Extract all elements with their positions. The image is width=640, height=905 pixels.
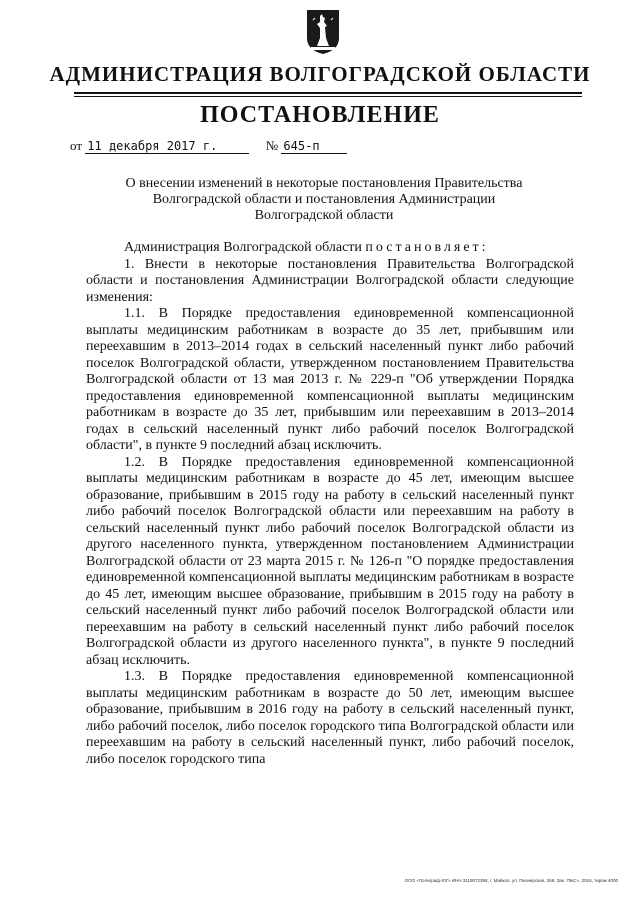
date-prefix: от	[70, 138, 83, 153]
document-subject: О внесении изменений в некоторые постановления Правительства Волгоградской области и постановления Администрации Волгоградской области	[125, 176, 523, 223]
paragraph-1-2: 1.2. В Порядке предоставления единовременной компенсационной выплаты медицинским работникам в возрасте до 45 лет, имеющим высшее образование, прибывшим в 2015 году на работу в сельский населенный пункт либо рабочий поселок Волгоградской области или переехавшим на работу в сельский населенный пункт либо рабочий поселок Волгоградской области из другого населенного пункта, утвержденном постановлением Администрации Волгоградской области от 23 марта 2015 г. № 126-п "О порядке предоставления единовременной компенсационной выплаты медицинским работникам в возрасте до 45 лет, имеющим высшее образование, прибывшим в 2015 году на работу в сельский населенный пункт либо рабочий поселок Волгоградской области или переехавшим на работу в сельский населенный пункт либо рабочий поселок Волгоградской области из другого населенного пункта", в пункте 9 последний абзац исключить.	[86, 454, 575, 668]
intro-verb: постановляет:	[365, 240, 489, 255]
paragraph-1: 1. Внести в некоторые постановления Правительства Волгоградской области и постановления Администрации Волгоградской области следующие изменения:	[86, 256, 574, 305]
paragraph-1-3: 1.3. В Порядке предоставления единовременной компенсационной выплаты медицинским работникам в возрасте до 50 лет, имеющим высшее образование, прибывшим в 2016 году на работу в сельский населенный пункт, либо рабочий поселок, либо поселок городского типа Волгоградской области или переехавшим на работу в сельский населенный пункт, либо рабочий поселок, либо поселок городского типа	[86, 669, 574, 767]
document-number: 645-п	[281, 139, 347, 154]
organization-title: АДМИНИСТРАЦИЯ ВОЛГОГРАДСКОЙ ОБЛАСТИ	[49, 62, 591, 86]
header-rule-thick	[74, 92, 582, 94]
intro-paragraph	[86, 240, 574, 257]
header-rule-thin	[74, 96, 582, 97]
number-prefix: №	[265, 138, 279, 153]
paragraph-1-1: 1.1. В Порядке предоставления единовременной компенсационной выплаты медицинским работникам в возрасте до 35 лет, прибывшим или переехавшим в 2013–2014 годах в сельский населенный пункт либо рабочий поселок Волгоградской области, утвержденном постановлением Правительства Волгоградской области от 13 мая 2013 г. № 229-п "Об утверждении Порядка предоставления единовременной компенсационной выплаты медицинским работникам в возрасте до 35 лет, прибывшим или переехавшим в 2013–2014 годах в сельский населенный пункт либо рабочий поселок Волгоградской области", в пункте 9 последний абзац исключить.	[86, 306, 574, 453]
document-body	[86, 240, 574, 768]
intro-lead: Администрация Волгоградской области	[124, 240, 366, 255]
printer-imprint: ООО «Полиграф-ЮГ» ИНН 3119072398, г. Майкоп, ул. Пионерская, 268. Зак. 78кС», 2015, тираж 4000	[404, 878, 618, 883]
document-type-title: ПОСТАНОВЛЕНИЕ	[200, 102, 440, 128]
document-date: 11 декабря 2017 г.	[85, 139, 249, 154]
coat-of-arms-emblem	[305, 8, 341, 56]
date-number-line	[70, 138, 347, 154]
